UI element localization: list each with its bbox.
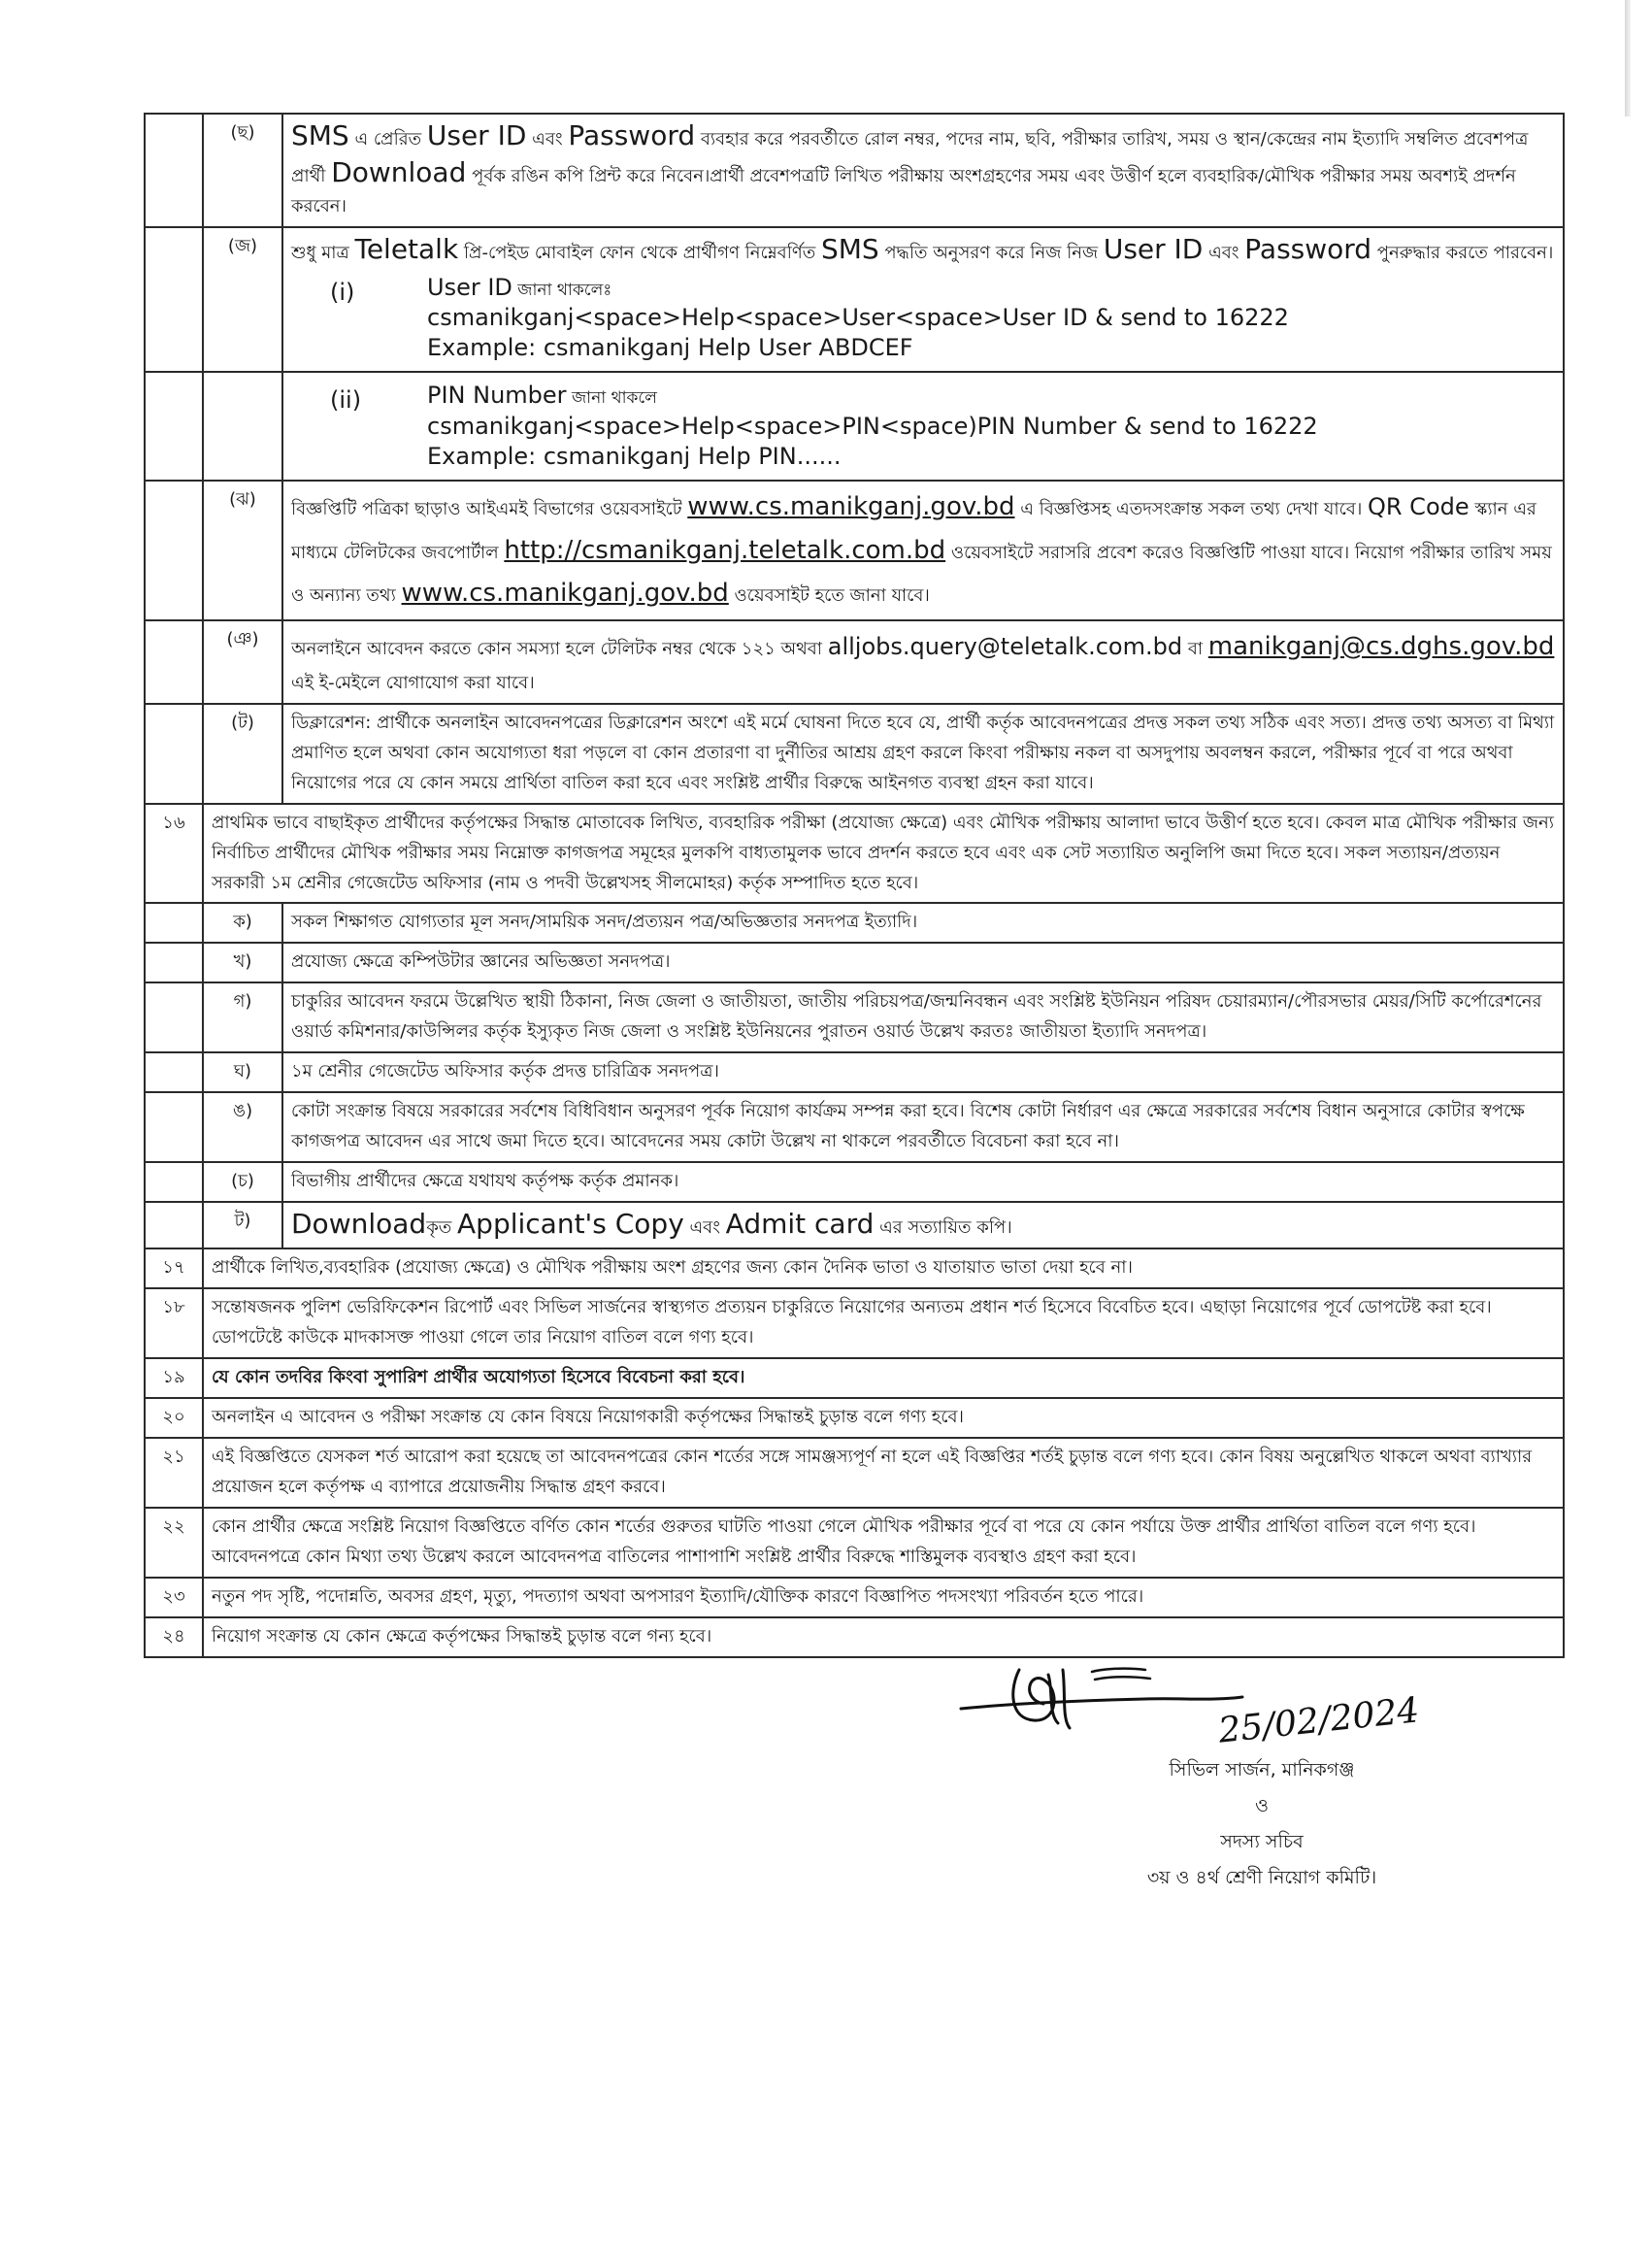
sms-instructions [291,273,1555,364]
row-number [145,114,203,227]
row-text: প্রাথমিক ভাবে বাছাইকৃত প্রার্থীদের কর্তৃপক্ষের সিদ্ধান্ত মোতাবেক লিখিত, ব্যবহারিক পরীক্ষা (প্রযোজ্য ক্ষেত্রে) এবং মৌখিক পরীক্ষায় আলাদা ভাবে উত্তীর্ণ হতে হবে। কেবল মাত্র মৌখিক পরীক্ষার জন্য নির্বাচিত প্রার্থীদের মৌখিক পরীক্ষার সময় নিম্নোক্ত কাগজপত্র সমূহের মুলকপি বাধ্যতামুলক ভাবে প্রদর্শন করতে হবে এবং এক সেট সত্যায়িত অনুলিপি জমা দিতে হবে। সকল সত্যায়ন/প্রত্যয়ন সরকারী ১ম শ্রেনীর গেজেটেড অফিসার (নাম ও পদবী উল্লেখসহ সীলমোহর) কর্তৃক সম্পাদিত হতে হবে। [203,804,1564,904]
row-text: যে কোন তদবির কিংবা সুপারিশ প্রার্থীর অযোগ্যতা হিসেবে বিবেচনা করা হবে। [203,1358,1564,1398]
signature-area [951,1650,1437,1889]
table-row [145,1578,1564,1617]
table-row [145,1438,1564,1508]
table-row [145,1248,1564,1288]
sms-example: Example: csmanikganj Help User ABDCEF [427,334,913,362]
table-row [145,620,1564,704]
row-sub-label: ঙ) [203,1092,282,1162]
table-row [145,1202,1564,1248]
sms-pin-block: (ii) PIN Number জানা থাকলে csmanikganj<space>Help<space>PIN<space)PIN Number & send to 16222 Example: csmanikganj Help PIN...... [330,381,1555,472]
row-sub-label: গ) [203,982,282,1052]
row-number [145,903,203,943]
row-sub-label: ট) [203,1202,282,1248]
conditions-table [144,113,1565,1658]
row-sub-label: ঘ) [203,1052,282,1092]
sms-format: csmanikganj<space>Help<space>User<space>User ID & send to 16222 [427,304,1289,331]
row-text: কোটা সংক্রান্ত বিষয়ে সরকারের সর্বশেষ বিধিবিধান অনুসরণ পূর্বক নিয়োগ কার্যক্রম সম্পন্ন করা হবে। বিশেষ কোটা নির্ধারণ এর ক্ষেত্রে সরকারের সর্বশেষ বিধান অনুসারে কোটার স্বপক্ষে কাগজপত্র আবেদন এর সাথে জমা দিতে হবে। আবেদনের সময় কোটা উল্লেখ না থাকলে পরবর্তীতে বিবেচনা করা হবে না। [282,1092,1564,1162]
row-number: ১৬ [145,804,203,904]
row-number [145,1092,203,1162]
table-row [145,903,1564,943]
table-row [145,227,1564,373]
table-row [145,372,1564,481]
row-text [282,372,1564,481]
sms-item-label: (ii) [330,386,362,415]
row-sub-label [203,372,282,481]
row-text: SMS এ প্রেরিত User ID এবং Password ব্যবহার করে পরবর্তীতে রোল নম্বর, পদের নাম, ছবি, পরীক্ষার তারিখ, সময় ও স্থান/কেন্দ্রের নাম ইত্যাদি সম্বলিত প্রবেশপত্র প্রার্থী Download পূর্বক রঙিন কপি প্রিন্ট করে নিবেন।প্রার্থী প্রবেশপত্রটি লিখিত পরীক্ষায় অংশগ্রহণের সময় এবং উত্তীর্ণ হলে ব্যবহারিক/মৌখিক পরীক্ষার সময় অবশ্যই প্রদর্শন করবেন। [282,114,1564,227]
table-row [145,1052,1564,1092]
signatory-committee: ৩য় ও ৪র্থ শ্রেণী নিয়োগ কমিটি। [1146,1867,1377,1889]
table-row [145,704,1564,804]
row-number: ২২ [145,1508,203,1578]
website-link[interactable]: www.cs.manikganj.gov.bd [687,491,1015,521]
sms-item-label: (i) [330,278,355,306]
table-row [145,1358,1564,1398]
row-sub-label: (ছ) [203,114,282,227]
row-text: নতুন পদ সৃষ্টি, পদোন্নতি, অবসর গ্রহণ, মৃত্যু, পদত্যাগ অথবা অপসারণ ইত্যাদি/যৌক্তিক কারণে বিজ্ঞাপিত পদসংখ্যা পরিবর্তন হতে পারে। [203,1578,1564,1617]
office-email[interactable]: manikganj@cs.dghs.gov.bd [1207,632,1555,662]
table-row [145,804,1564,904]
row-number [145,1052,203,1092]
row-sub-label: (জ) [203,227,282,373]
row-number: ২১ [145,1438,203,1508]
row-text: শুধু মাত্র Teletalk প্রি-পেইড মোবাইল ফোন থেকে প্রার্থীগণ নিম্নেবর্ণিত SMS পদ্ধতি অনুসরণ করে নিজ নিজ User ID এবং Password পুনরুদ্ধার করতে পারবেন। (i) User ID জানা থাকলেঃ csmanikganj<space>Help<space>User<space>User ID & send to 16222 Example: csmanikganj Help User ABDCEF [282,227,1564,373]
row-sub-label: (চ) [203,1162,282,1202]
sms-format: csmanikganj<space>Help<space>PIN<space)PIN Number & send to 16222 [427,412,1318,440]
signatory-block [1087,1752,1437,1896]
table-row [145,481,1564,620]
row-text: ১ম শ্রেনীর গেজেটেড অফিসার কর্তৃক প্রদত্ত চারিত্রিক সনদপত্র। [282,1052,1564,1092]
row-text: প্রযোজ্য ক্ষেত্রে কম্পিউটার জ্ঞানের অভিজ্ঞতা সনদপত্র। [282,943,1564,982]
sms-item-title: User ID [427,273,512,301]
row-number [145,1202,203,1248]
sms-item-title: PIN Number [427,382,567,410]
row-text: চাকুরির আবেদন ফরমে উল্লেখিত স্থায়ী ঠিকানা, নিজ জেলা ও জাতীয়তা, জাতীয় পরিচয়পত্র/জন্মনিবন্ধন এবং সংশ্লিষ্ট ইউনিয়ন পরিষদ চেয়ারম্যান/পৌরসভার মেয়র/সিটি কর্পোরেশনের ওয়ার্ড কমিশনার/কাউন্সিলর কর্তৃক ইস্যুকৃত নিজ জেলা ও সংশ্লিষ্ট ইউনিয়নের পুরাতন ওয়ার্ড উল্লেখ করতঃ জাতীয়তা ইত্যাদি সনদপত্র। [282,982,1564,1052]
row-number: ১৮ [145,1288,203,1358]
table-row [145,1508,1564,1578]
row-sub-label: (ঞ) [203,620,282,704]
row-sub-label: (ঝ) [203,481,282,620]
signatory-conjunction: ও [1255,1795,1269,1817]
row-number [145,943,203,982]
job-portal-link[interactable]: http://csmanikganj.teletalk.com.bd [504,535,946,565]
row-text: ডিক্লারেশন: প্রার্থীকে অনলাইন আবেদনপত্রের ডিক্লারেশন অংশে এই মর্মে ঘোষনা দিতে হবে যে, প্রার্থী কর্তৃক আবেদনপত্রের প্রদত্ত সকল তথ্য সঠিক এবং সত্য। প্রদত্ত তথ্য অসত্য বা মিথ্যা প্রমাণিত হলে অথবা কোন অযোগ্যতা ধরা পড়লে বা কোন প্রতারণা বা দুর্নীতির আশ্রয় গ্রহণ করলে কিংবা পরীক্ষায় নকল বা অসদুপায় অবলম্বন করলে, পরীক্ষার পূর্বে বা পরে অথবা নিয়োগের পরে যে কোন সময়ে প্রার্থিতা বাতিল করা হবে এবং সংশ্লিষ্ট প্রার্থীর বিরুদ্ধে আইনগত ব্যবস্থা গ্রহন করা যাবে। [282,704,1564,804]
row-number: ২৪ [145,1617,203,1657]
row-number: ১৯ [145,1358,203,1398]
row-text: প্রার্থীকে লিখিত,ব্যবহারিক (প্রযোজ্য ক্ষেত্রে) ও মৌখিক পরীক্ষায় অংশ গ্রহণের জন্য কোন দৈনিক ভাতা ও যাতায়াত ভাতা দেয়া হবে না। [203,1248,1564,1288]
row-text: সকল শিক্ষাগত যোগ্যতার মূল সনদ/সাময়িক সনদ/প্রত্যয়ন পত্র/অভিজ্ঞতার সনদপত্র ইত্যাদি। [282,903,1564,943]
table-row [145,114,1564,227]
row-text: অনলাইনে আবেদন করতে কোন সমস্যা হলে টেলিটক নম্বর থেকে ১২১ অথবা alljobs.query@teletalk.com.bd বা manikganj@cs.dghs.gov.bd এই ই-মেইলে যোগাযোগ করা যাবে। [282,620,1564,704]
row-text: নিয়োগ সংক্রান্ত যে কোন ক্ষেত্রে কর্তৃপক্ষের সিদ্ধান্তই চুড়ান্ত বলে গন্য হবে। [203,1617,1564,1657]
table-row [145,1092,1564,1162]
page-edge-shadow [1625,0,1631,116]
website-link[interactable]: www.cs.manikganj.gov.bd [401,579,729,609]
signatory-designation: সিভিল সার্জন, মানিকগঞ্জ [1169,1759,1355,1780]
row-text: অনলাইন এ আবেদন ও পরীক্ষা সংক্রান্ত যে কোন বিষয়ে নিয়োগকারী কর্তৃপক্ষের সিদ্ধান্তই চুড়ান্ত বলে গণ্য হবে। [203,1398,1564,1438]
row-text: বিজ্ঞপ্তিটি পত্রিকা ছাড়াও আইএমই বিভাগের ওয়েবসাইটে www.cs.manikganj.gov.bd এ বিজ্ঞপ্তিসহ এতদসংক্রান্ত সকল তথ্য দেখা যাবে। QR Code স্ক্যান এর মাধ্যমে টেলিটকের জবপোর্টাল http://csmanikganj.teletalk.com.bd ওয়েবসাইটে সরাসরি প্রবেশ করেও বিজ্ঞপ্তিটি পাওয়া যাবে। নিয়োগ পরীক্ষার তারিখ সময় ও অন্যান্য তথ্য www.cs.manikganj.gov.bd ওয়েবসাইট হতে জানা যাবে। [282,481,1564,620]
table-row [145,982,1564,1052]
row-number: ২০ [145,1398,203,1438]
table-row [145,1398,1564,1438]
table-row [145,943,1564,982]
row-text: সন্তোষজনক পুলিশ ভেরিফিকেশন রিপোর্ট এবং সিভিল সার্জনের স্বাস্থ্যগত প্রত্যয়ন চাকুরিতে নিয়োগের অন্যতম প্রধান শর্ত হিসেবে বিবেচিত হবে। এছাড়া নিয়োগের পূর্বে ডোপটেষ্ট করা হবে। ডোপটেষ্টে কাউকে মাদকাসক্ত পাওয়া গেলে তার নিয়োগ বাতিল বলে গণ্য হবে। [203,1288,1564,1358]
sms-example: Example: csmanikganj Help PIN...... [427,442,842,470]
row-number [145,481,203,620]
sms-user-id-block: (i) User ID জানা থাকলেঃ csmanikganj<space>Help<space>User<space>User ID & send to 16222 Example: csmanikganj Help User ABDCEF [330,273,1555,364]
row-sub-label: (ট) [203,704,282,804]
row-number [145,704,203,804]
table-row [145,1288,1564,1358]
row-sub-label: খ) [203,943,282,982]
row-number [145,1162,203,1202]
row-number: ২৩ [145,1578,203,1617]
row-sub-label: ক) [203,903,282,943]
row-number [145,620,203,704]
row-text: বিভাগীয় প্রার্থীদের ক্ষেত্রে যথাযথ কর্তৃপক্ষ কর্তৃক প্রমানক। [282,1162,1564,1202]
row-text: কোন প্রার্থীর ক্ষেত্রে সংশ্লিষ্ট নিয়োগ বিজ্ঞপ্তিতে বর্ণিত কোন শর্তের গুরুতর ঘাটতি পাওয়া গেলে মৌখিক পরীক্ষার পূর্বে বা পরে যে কোন পর্যায়ে উক্ত প্রার্থীর প্রার্থিতা বাতিল বলে গণ্য হবে। আবেদনপত্রে কোন মিথ্যা তথ্য উল্লেখ করলে আবেদনপত্র বাতিলের পাশাপাশি সংশ্লিষ্ট প্রার্থীর বিরুদ্ধে শাস্তিমুলক ব্যবস্থাও গ্রহণ করা হবে। [203,1508,1564,1578]
row-text: এই বিজ্ঞপ্তিতে যেসকল শর্ত আরোপ করা হয়েছে তা আবেদনপত্রের কোন শর্তের সঙ্গে সামঞ্জস্যপূর্ণ না হলে এই বিজ্ঞপ্তির শর্তই চুড়ান্ত বলে গণ্য হবে। কোন বিষয় অনুল্লেখিত থাকলে অথবা ব্যাখ্যার প্রয়োজন হলে কর্তৃপক্ষ এ ব্যাপারে প্রয়োজনীয় সিদ্ধান্ত গ্রহণ করবে। [203,1438,1564,1508]
row-number [145,227,203,373]
support-email[interactable]: alljobs.query@teletalk.com.bd [827,633,1183,661]
row-number [145,982,203,1052]
row-text: Downloadকৃত Applicant's Copy এবং Admit card এর সত্যায়িত কপি। [282,1202,1564,1248]
row-number [145,372,203,481]
signature-date: 25/02/2024 [1216,1690,1422,1751]
row-number: ১৭ [145,1248,203,1288]
table-row [145,1162,1564,1202]
signatory-role: সদস্য সচিব [1220,1831,1304,1853]
